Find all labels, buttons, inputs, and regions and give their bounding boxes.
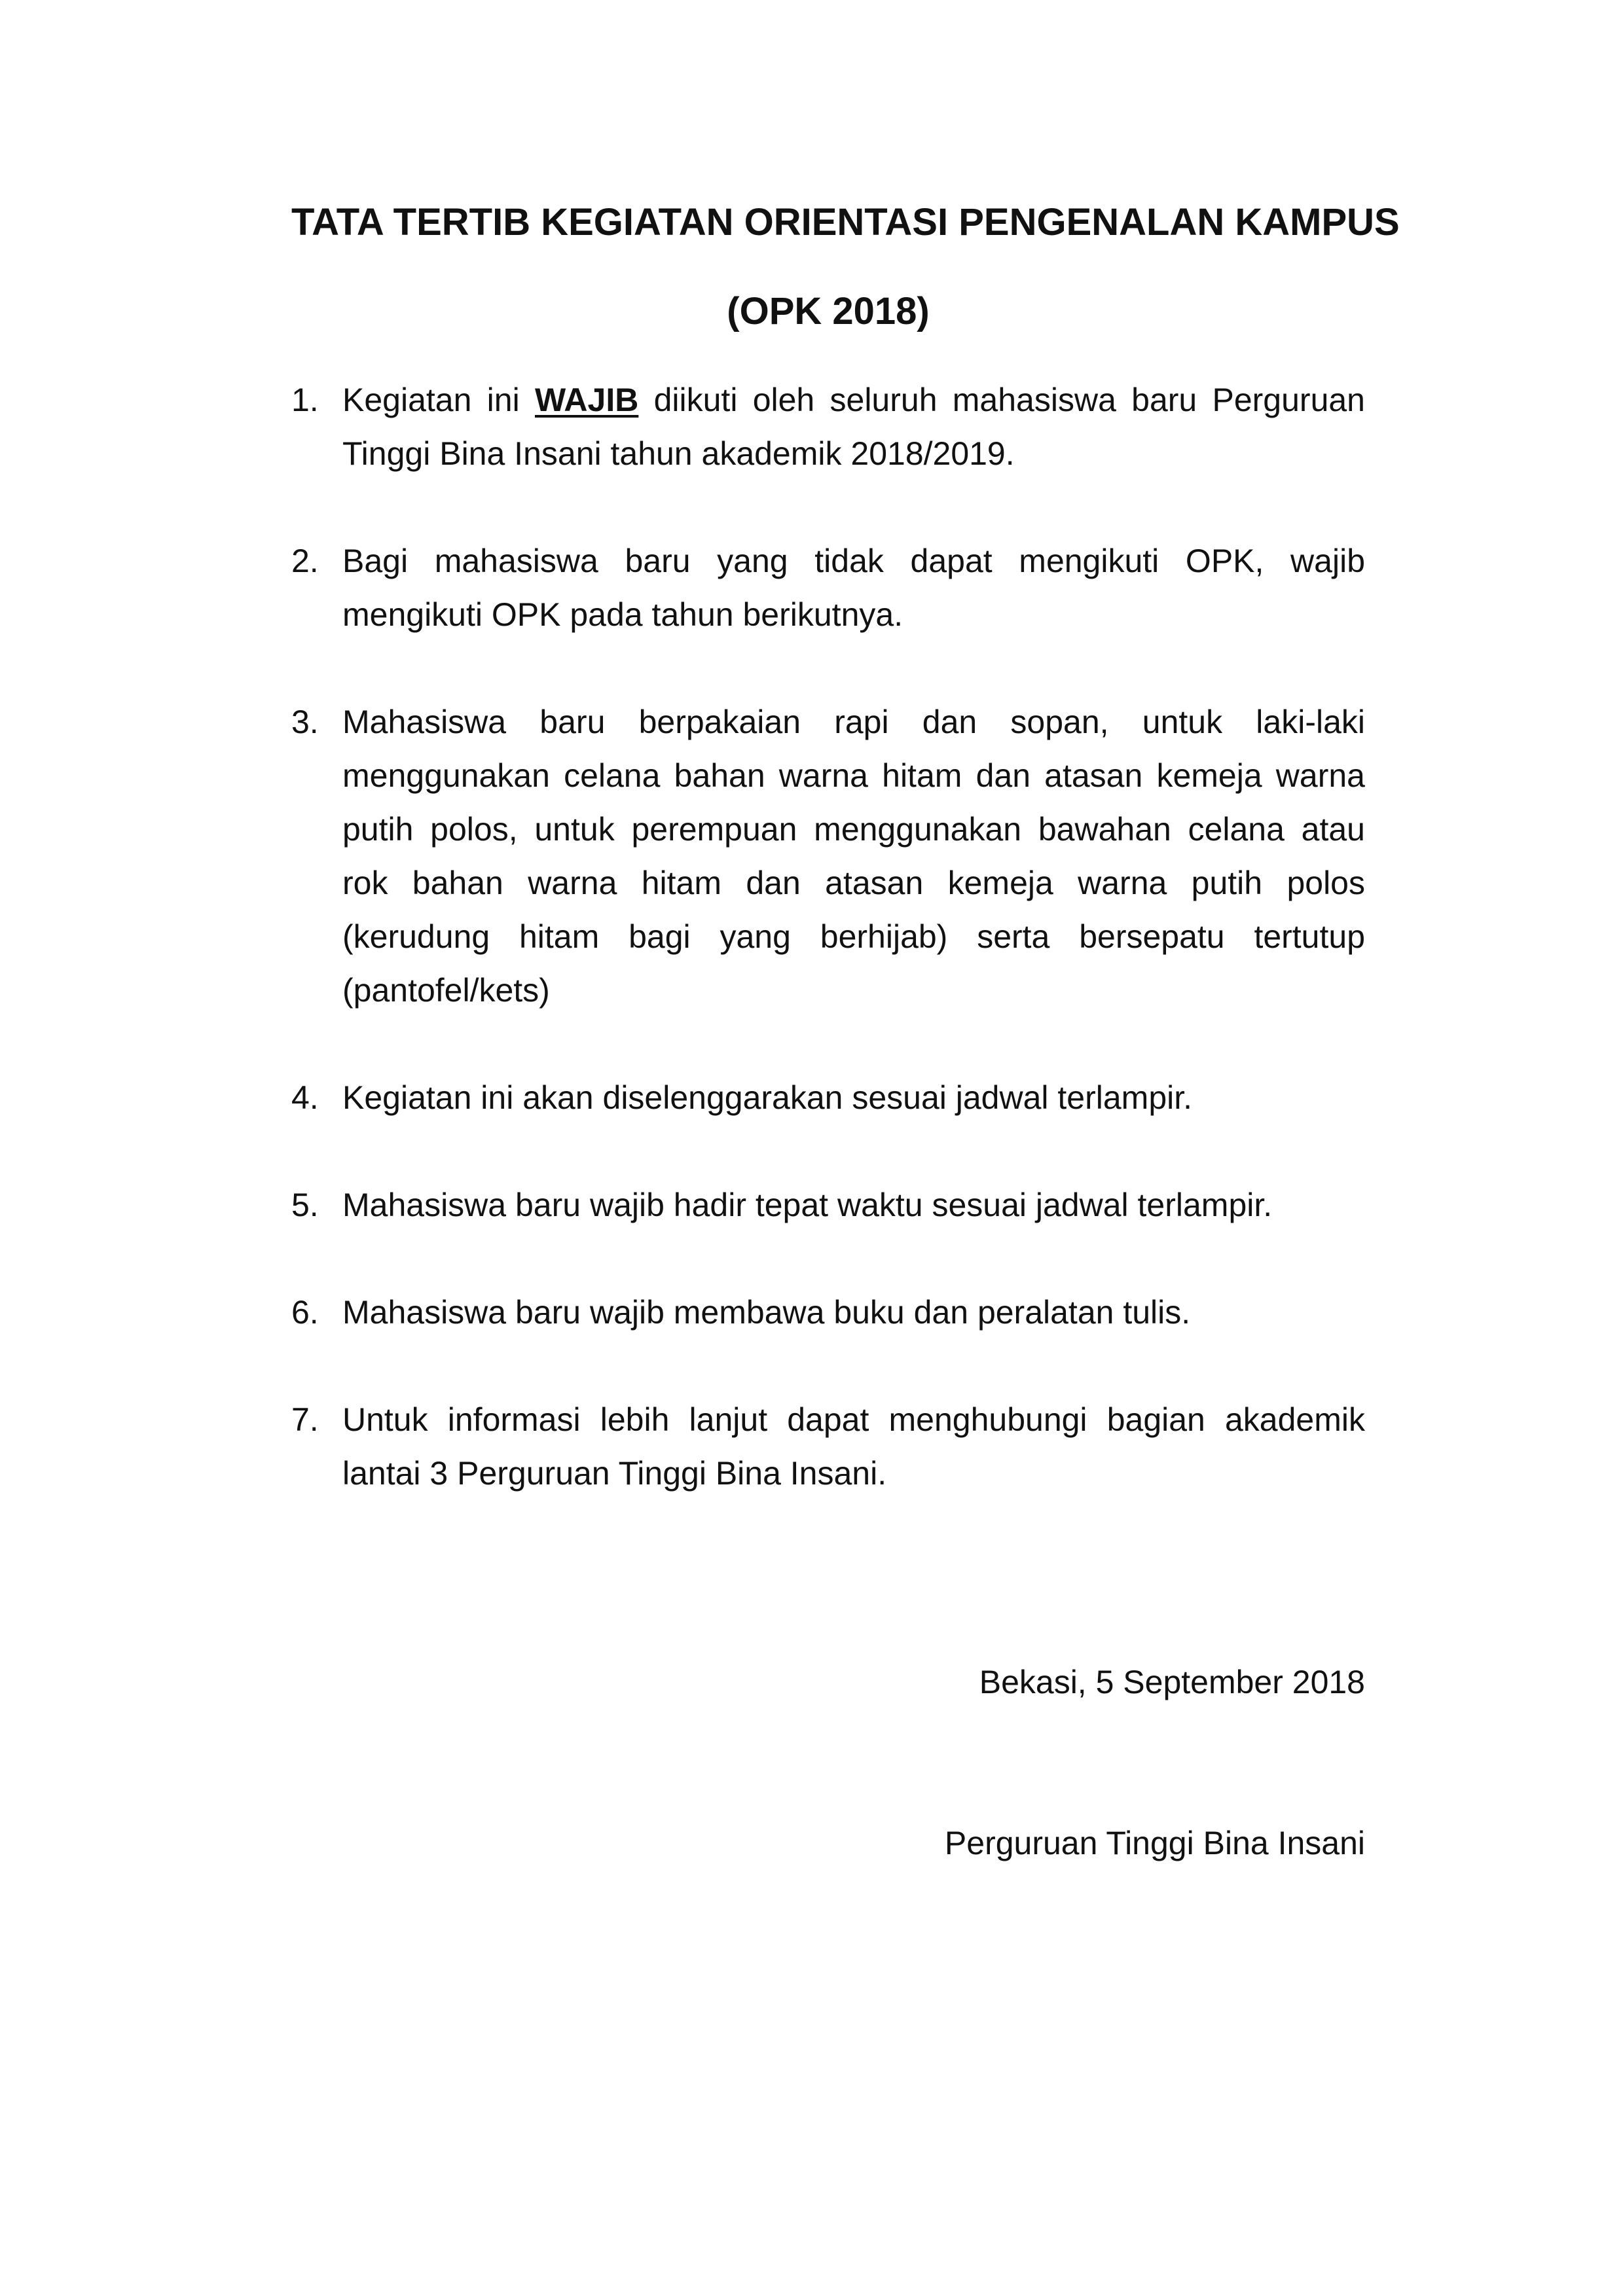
rule-text-after: diikuti oleh seluruh mahasiswa baru Perguruan Tinggi Bina Insani tahun akademik 2018/2019. (342, 382, 1365, 472)
rule-text: Mahasiswa baru berpakaian rapi dan sopan, untuk laki-laki menggunakan celana bahan warna hitam dan atasan kemeja warna putih polos, untuk perempuan menggunakan bawahan celana atau rok bahan warna hitam dan atasan kemeja warna putih polos (kerudung hitam bagi yang berhijab) serta bersepatu tertutup (pantofel/kets) (342, 704, 1365, 1009)
rule-text: Bagi mahasiswa baru yang tidak dapat mengikuti OPK, wajib mengikuti OPK pada tahun berikutnya. (342, 543, 1365, 633)
rule-number: 6. (291, 1294, 319, 1331)
signatory: Perguruan Tinggi Bina Insani (944, 1825, 1365, 1861)
rule-number: 4. (291, 1079, 319, 1116)
document-title: TATA TERTIB KEGIATAN ORIENTASI PENGENALAN KAMPUS (291, 201, 1400, 243)
rule-item-5 (291, 1178, 1365, 1232)
place-date: Bekasi, 5 September 2018 (979, 1664, 1365, 1700)
rules-list (291, 373, 1365, 1554)
rule-text: Kegiatan ini akan diselenggarakan sesuai jadwal terlampir. (342, 1079, 1193, 1116)
rule-number: 5. (291, 1187, 319, 1223)
rule-number: 3. (291, 704, 319, 740)
rule-item-4 (291, 1071, 1365, 1124)
rule-text-before: Kegiatan ini (342, 382, 535, 418)
rule-emphasis: WAJIB (534, 382, 639, 418)
rule-item-6 (291, 1285, 1365, 1339)
rule-text: Untuk informasi lebih lanjut dapat menghubungi bagian akademik lantai 3 Perguruan Tinggi Bina Insani. (342, 1401, 1365, 1492)
rule-text: Mahasiswa baru wajib hadir tepat waktu sesuai jadwal terlampir. (342, 1187, 1273, 1223)
rule-item-3 (291, 695, 1365, 1017)
rule-number: 1. (291, 382, 319, 418)
rule-item-2 (291, 534, 1365, 641)
document-subtitle: (OPK 2018) (727, 290, 930, 332)
rule-number: 2. (291, 543, 319, 579)
rule-text (342, 373, 1365, 480)
rule-item-1 (291, 373, 1365, 480)
rule-item-7 (291, 1393, 1365, 1500)
rule-number: 7. (291, 1401, 319, 1438)
rule-text: Mahasiswa baru wajib membawa buku dan peralatan tulis. (342, 1294, 1191, 1331)
